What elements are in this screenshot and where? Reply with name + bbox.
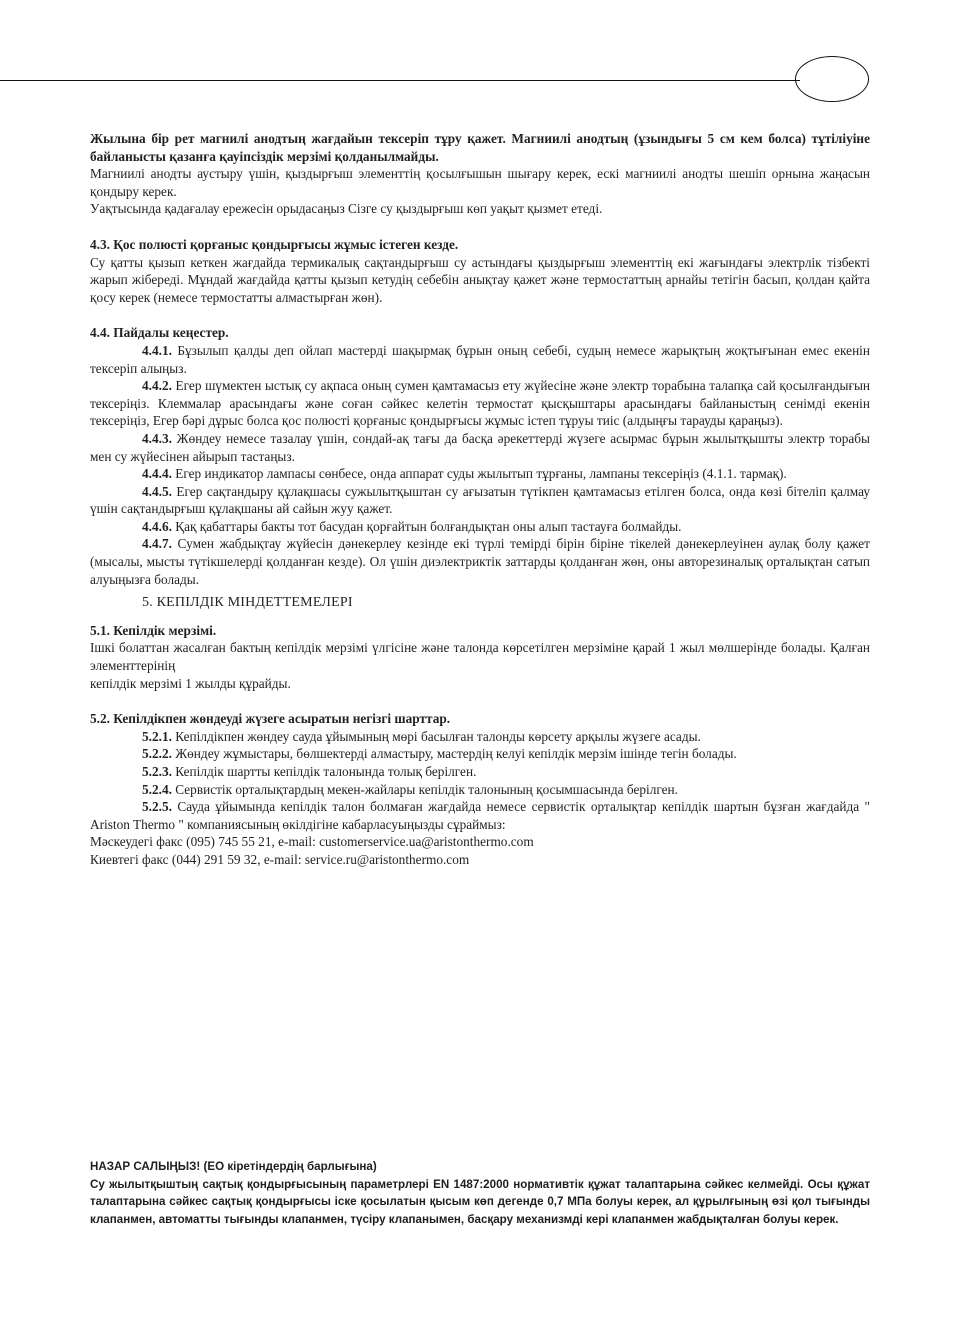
section-5-1-title: 5.1. Кепілдік мерзімі. (90, 622, 217, 638)
attention-notice (90, 1158, 870, 1228)
notice-title: НАЗАР САЛЫҢЫЗ! (ЕО кіретіндердің барлығына) (90, 1160, 377, 1173)
tip-number: 4.4.4. (142, 466, 172, 482)
tip-item (90, 430, 870, 465)
section-4-4-title: 4.4. Пайдалы кеңестер. (90, 325, 229, 341)
section-5-1-body: Ішкі болаттан жасалған бактың кепілдік мерзімі үлгісіне және талонда көрсетілген мерзіміне қарай 1 жыл мөлшерінде болады. Қалған элементтерінің (90, 640, 870, 674)
tip-item (90, 465, 870, 483)
anode-replace-instruction: Магниилі анодты аустыру үшін, қыздырғыш элементтің қосылғышын шығару керек, ескі магниилі анодты шешіп орнына жаңасын қондыру керек. (90, 166, 870, 199)
section-5-1-body-end: кепілдік мерзімі 1 жылды құрайды. (90, 675, 291, 691)
page-number-oval (795, 56, 869, 102)
section-5-title: 5. КЕПІЛДІК МІНДЕТТЕМЕЛЕРІ (142, 595, 353, 611)
condition-number: 5.2.5. (142, 799, 172, 815)
condition-text: Кепілдік шартты кепілдік талонында толық берілген. (171, 764, 477, 779)
condition-number: 5.2.1. (142, 728, 172, 744)
condition-number: 5.2.4. (142, 781, 172, 797)
tip-item (90, 535, 870, 588)
tip-text: Жөндеу немесе тазалау үшін, сондай-ақ тағы да басқа әрекеттерді жүзеге асырмас бұрын жылытқышты электр торабы мен су жүйесінен айырып тастаңыз. (90, 430, 870, 464)
tip-number: 4.4.1. (142, 342, 172, 358)
header-rule (0, 80, 800, 81)
tip-number: 4.4.5. (142, 483, 172, 499)
condition-item (90, 745, 870, 763)
tip-number: 4.4.6. (142, 518, 172, 534)
tip-item (90, 377, 870, 430)
tip-text: Бұзылып қалды деп ойлап мастерді шақырмақ бұрын оның себебі, судың немесе жарықтың жоқтығынан емес екенін тексеріп алыңыз. (90, 342, 870, 376)
tip-text: Егер индикатор лампасы сөнбесе, онда аппарат суды жылытып тұрғаны, лампаны тексеріңіз (4.1.1. тармақ). (171, 466, 787, 482)
condition-text: Сауда ұйымында кепілдік талон болмаған жағдайда немесе сервистік орталықтар кепілдік шартын бұзған жағдайда " Ariston Thermo " компаниясының өкілдігіне кабарласуыңызды сұраймыз: (90, 799, 870, 832)
condition-text: Жөндеу жұмыстары, бөлшектерді алмастыру, мастердің келуі кепілдік мерзім ішінде тегін болады. (171, 746, 737, 762)
tip-item (90, 518, 870, 536)
tip-number: 4.4.3. (142, 430, 172, 446)
section-4-3-body: Су қатты қызып кеткен жағдайда термикалық сақтандырғыш су астындағы қыздырғыш элементтің екі жағындағы электрлік тізбекті жарып жібереді. Мұндай жағдайда қатты қызып кетудің себебін анықтау қажет және термостаттың арнайы тетігін басып, қолдан қайта қосу керек (немесе термостатты алмастырған жөн). (90, 254, 870, 305)
anode-check-warning: Жылына бір рет магнилі анодтың жағдайын тексеріп тұру қажет. Магниилі анодтың (ұзындығы 5 см кем болса) тұтіліуіне байланысты қазанға қауіпсіздік мерзімі қолданылмайды. (90, 131, 870, 164)
section-5-2-title: 5.2. Кепілдікпен жөндеуді жүзеге асыратын негізгі шарттар. (90, 711, 451, 727)
condition-number: 5.2.2. (142, 746, 172, 762)
contact-kyiv: Киевтегі факс (044) 291 59 32, e-mail: service.ru@aristonthermo.com (90, 851, 470, 867)
tip-item (90, 342, 870, 377)
tip-number: 4.4.2. (142, 378, 172, 394)
tip-item (90, 483, 870, 518)
document-body (90, 130, 870, 869)
tip-text: Егер сақтандыру құлақшасы сужылытқыштан су ағызатын түтікпен қамтамасыз етілген болса, онда көзі бітеліп қалмау үшін сақтандырғыш құлақшаны ай сайын жуу қажет. (90, 483, 870, 517)
tip-text: Егер шүмектен ыстық су ақпаса оның сумен қамтамасыз ету жүйесіне және электр торабына талапқа сай қосылғандығын тексеріңіз. Клеммалар арасындағы және соған сәйкес келетін термостат қысқыштары арасындағы байланыстың сенімді екенін тексеріңіз, Егер бәрі дұрыс болса қос полюсті қорғаныс қондырғысы жұмыс істеп тұруы тиіс (алдыңғы тарауды қараңыз). (90, 378, 870, 429)
condition-text: Кепілдікпен жөндеу сауда ұйымының мөрі басылған талонды көрсету арқылы жүзеге асады. (171, 728, 701, 744)
notice-body: Су жылытқыштың сақтық қондырғысының параметрлері EN 1487:2000 нормативтік құжат талаптарына сәйкес келмейді. Осы құжат талаптарына сәйкес сақтық қондырғысы іске қосылатын қысым көп дегенде 0,7 МПа болуы керек, ал құрылғының өзі қол тығынды клапанмен, автоматты тығынды клапанмен, түсіру клапанымен, басқару механизмді кері клапанмен жабдықталған болуы керек. (90, 1177, 870, 1226)
tip-text: Сумен жабдықтау жүйесін дәнекерлеу кезінде екі түрлі темірді бірін біріне тікелей дәнекерлеуінен аулақ болу қажет (мысалы, мысты түтікшелерді қолданған кезде). Ол үшін диэлектриктік заттарды қолданған жөн, оны авторезиналық орталықтан сатып алуыңызға болады. (90, 536, 870, 587)
condition-item (90, 763, 870, 781)
maintenance-note: Уақтысында қадағалау ережесін орыдасаңыз Сізге су қыздырғыш көп уақыт қызмет етеді. (90, 201, 603, 217)
condition-text: Сервистік орталықтардың мекен-жайлары кепілдік талонының қосымшасында берілген. (171, 781, 678, 797)
condition-number: 5.2.3. (142, 764, 172, 779)
contact-moscow: Мәскеудегі факс (095) 745 55 21, e-mail: customerservice.ua@aristonthermo.com (90, 834, 534, 850)
condition-item (90, 798, 870, 833)
section-4-3-title: 4.3. Қос полюсті қорғаныс қондырғысы жұмыс істеген кезде. (90, 236, 459, 252)
tip-text: Қақ қабаттары бакты тот басудан қорғайтын болғандықтан оны алып тастауға болмайды. (171, 518, 682, 534)
condition-item (90, 781, 870, 799)
tip-number: 4.4.7. (142, 536, 172, 552)
condition-item (90, 728, 870, 746)
